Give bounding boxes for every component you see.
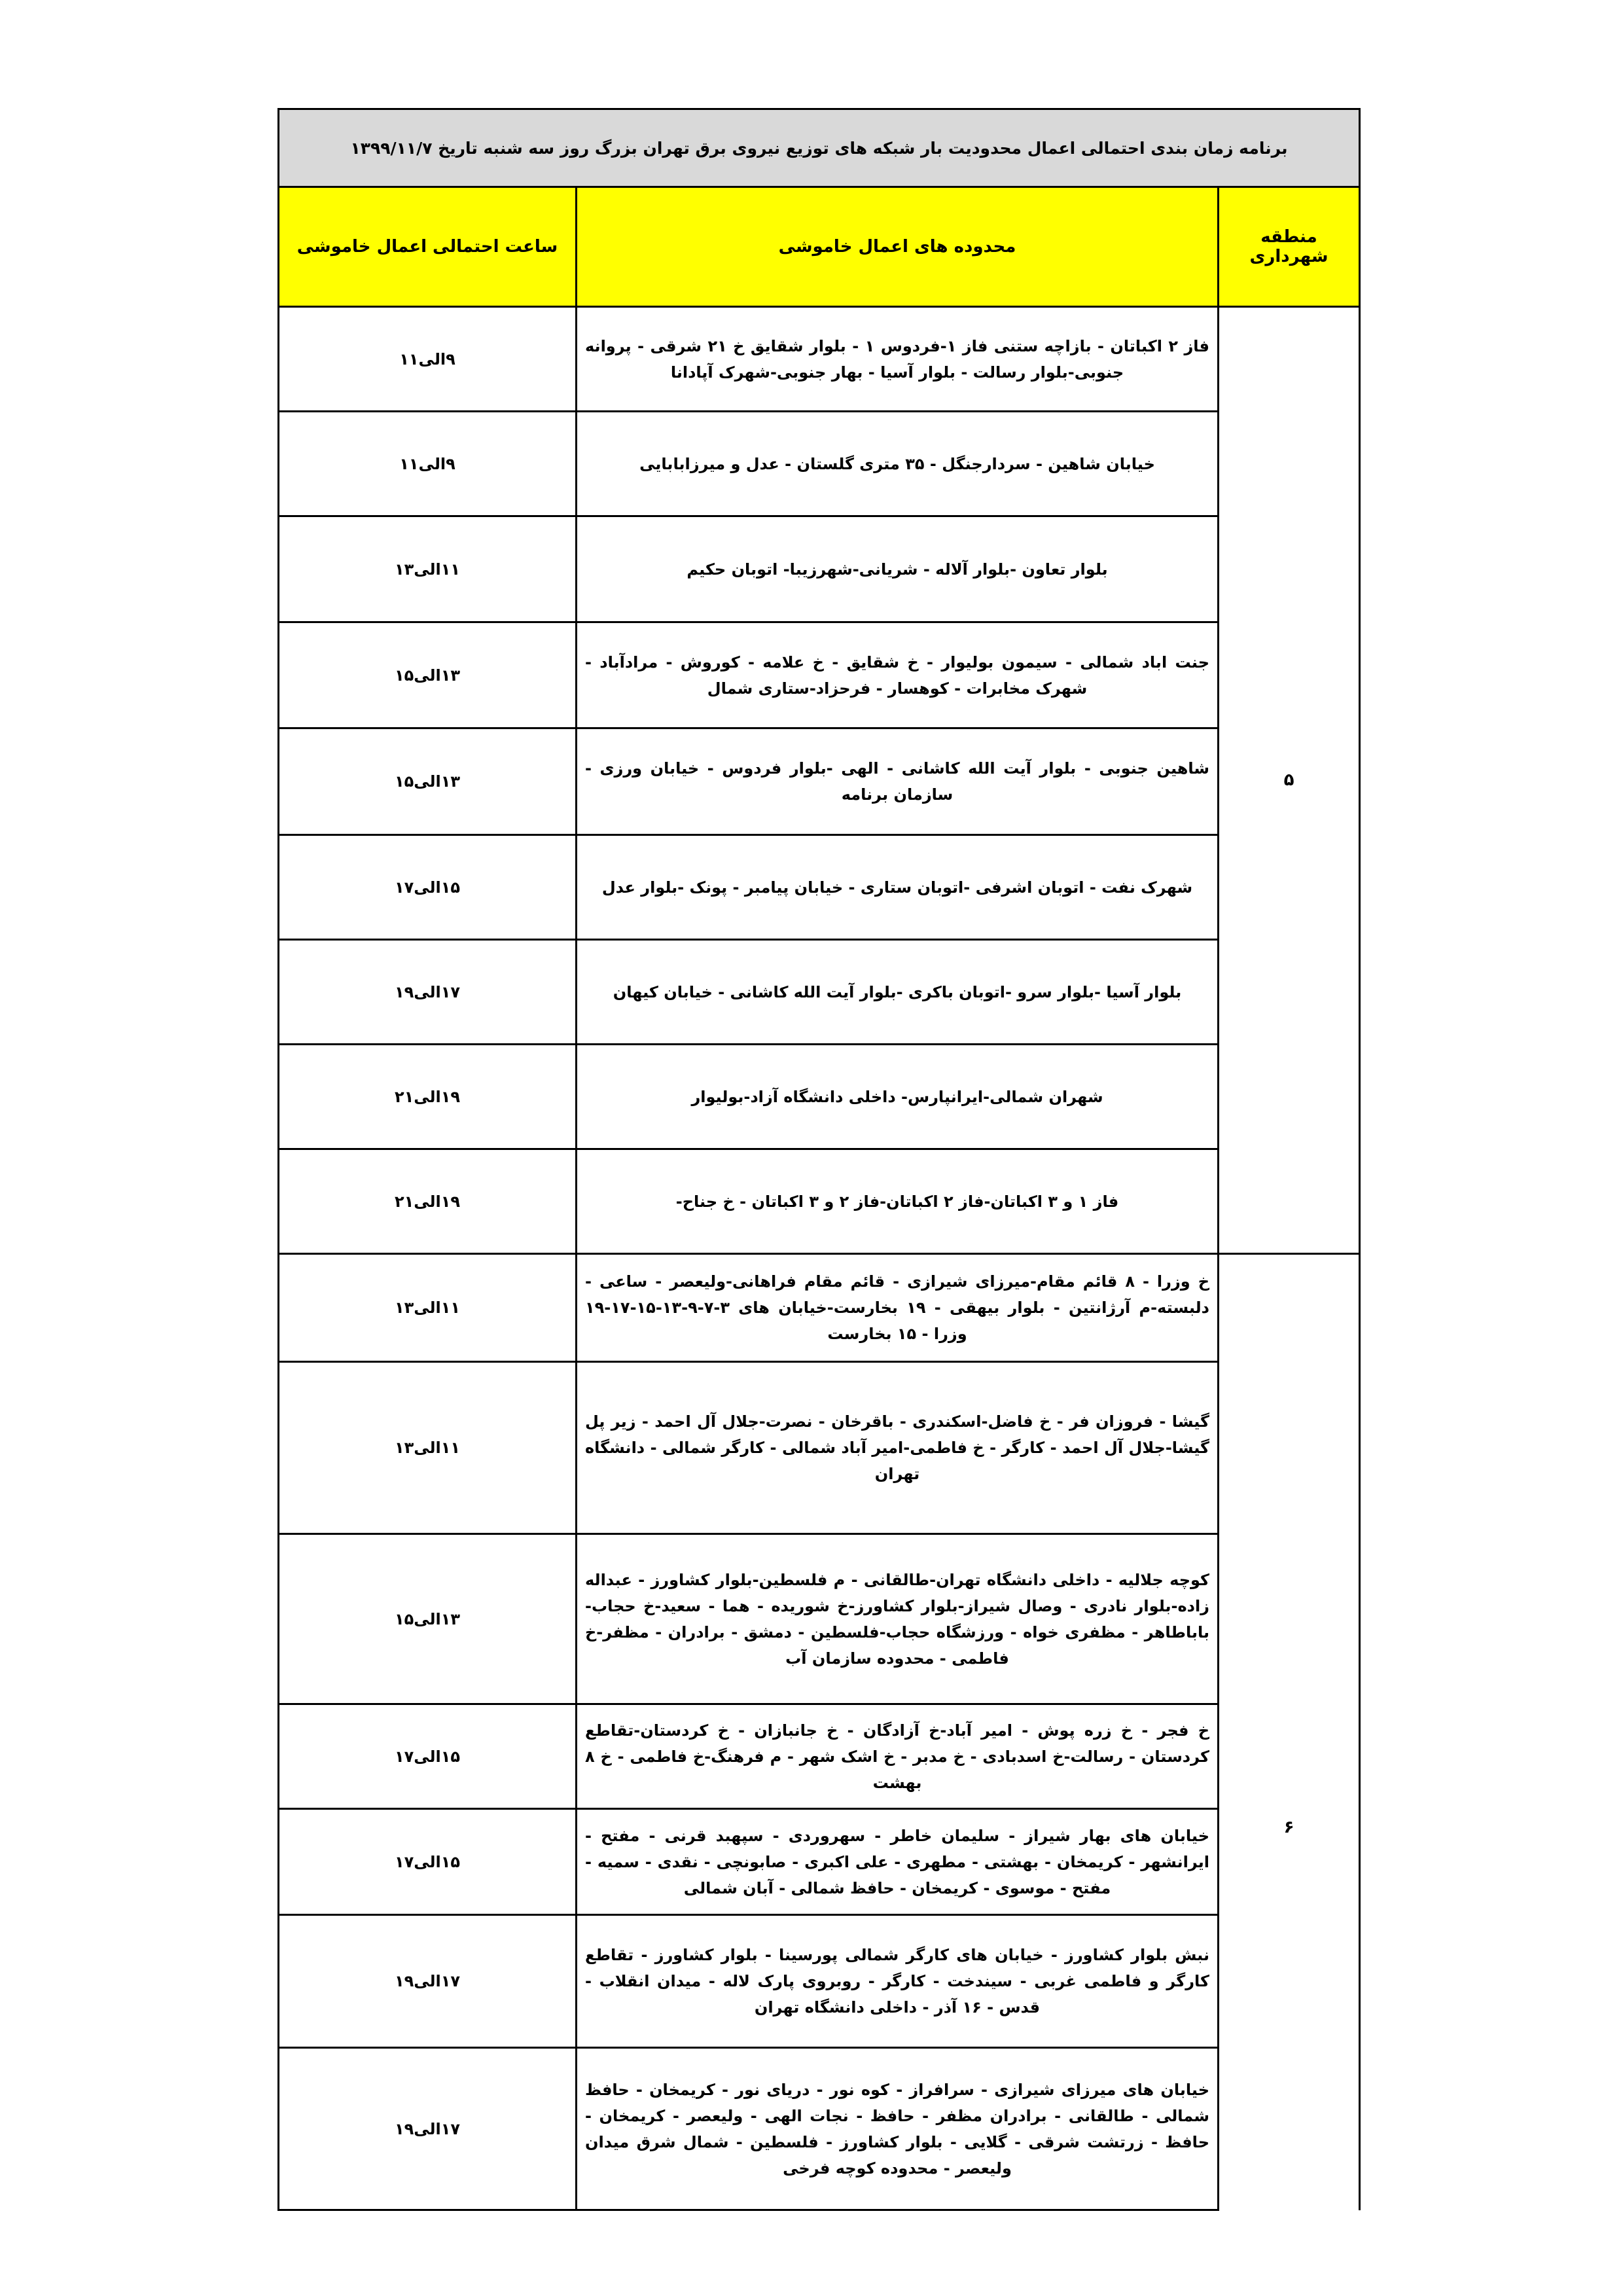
areas-cell: خ وزرا - ۸ قائم مقام-میرزای شیرازی - قائم مقام فراهانی-ولیعصر - ساعی - دلبسته-م آرژانتین - بلوار بیهقی - ۱۹ بخارست-خیابان های ۳-۷-۹-۱۳-۱۵-۱۷-۱۹ وزرا - ۱۵ بخارست: [577, 1254, 1219, 1362]
table-row: [279, 728, 1360, 835]
region-cell: [1219, 1254, 1360, 2210]
areas-cell: خیابان شاهین - سردارجنگل - ۳۵ متری گلستان - عدل و میرزابابایی: [577, 412, 1219, 516]
time-cell: ۹الی۱۱: [279, 307, 577, 412]
time-cell: ۱۹الی۲۱: [279, 1149, 577, 1254]
time-cell: ۱۱الی۱۳: [279, 1362, 577, 1534]
time-cell: ۱۷الی۱۹: [279, 2048, 577, 2210]
table-row: [279, 1915, 1360, 2048]
time-cell: ۹الی۱۱: [279, 412, 577, 516]
time-cell: ۱۵الی۱۷: [279, 835, 577, 940]
table-row: [279, 1362, 1360, 1534]
table-row: [279, 2048, 1360, 2210]
table-row: [279, 1254, 1360, 1362]
document-title-text: برنامه زمان بندی احتمالی اعمال محدودیت بار شبکه های توزیع نیروی برق تهران بزرگ روز سه شنبه تاریخ ۱۳۹۹/۱۱/۷: [350, 138, 1288, 158]
areas-cell: بلوار آسیا -بلوار سرو -اتوبان باکری -بلوار آیت الله کاشانی - خیابان کیهان: [577, 940, 1219, 1045]
table-row: [279, 412, 1360, 516]
areas-cell: گیشا - فروزان فر - خ فاضل-اسکندری - باقرخان - نصرت-جلال آل احمد - زیر پل گیشا-جلال آل احمد - کارگر - خ فاطمی-امیر آباد شمالی - کارگر شمالی - دانشگاه تهران: [577, 1362, 1219, 1534]
table-row: [279, 622, 1360, 728]
table-row: [279, 835, 1360, 940]
areas-cell: فاز ۱ و ۳ اکباتان-فاز ۲ اکباتان-فاز ۲ و ۳ اکباتان - خ جناح-: [577, 1149, 1219, 1254]
table-row: [279, 1704, 1360, 1809]
title-row: [279, 109, 1360, 187]
table-row: [279, 1809, 1360, 1915]
areas-cell: خیابان های بهار شیراز - سلیمان خاطر - سهروردی - سپهبد قرنی - مفتح - ایرانشهر - کریمخان - بهشتی - مطهری - علی اکبری - صابونچی - نقدی - سمیه - مفتح - موسوی - کریمخان - حافظ شمالی - آبان شمالی: [577, 1809, 1219, 1915]
areas-cell: بلوار تعاون -بلوار آلاله - شریانی-شهرزیبا- اتوبان حکیم: [577, 516, 1219, 622]
table-row: [279, 516, 1360, 622]
areas-cell: کوچه جلالیه - داخلی دانشگاه تهران-طالقانی - م فلسطین-بلوار کشاورز - عبداله زاده-بلوار نادری - وصال شیراز-بلوار کشاورز-خ شوریده - هما - سعید-خ حجاب- باباطاهر - مظفری خواه - ورزشگاه حجاب-فلسطین - دمشق - برادران - مظفر-خ فاطمی - محدوده سازمان آب: [577, 1534, 1219, 1704]
region-cell: [1219, 307, 1360, 1254]
table-row: [279, 1149, 1360, 1254]
table-row: [279, 307, 1360, 412]
region-label: ۶: [1283, 1818, 1294, 1837]
areas-cell: فاز ۲ اکباتان - بازاچه ستنی فاز ۱-فردوس ۱ - بلوار شقایق خ ۲۱ شرقی - پروانه جنوبی-بلوار رسالت - بلوار آسیا - بهار جنوبی-شهرک آپادانا: [577, 307, 1219, 412]
time-cell: ۱۱الی۱۳: [279, 1254, 577, 1362]
blackout-schedule-document: [277, 108, 1359, 2211]
areas-cell: خیابان های میرزای شیرازی - سرافراز - کوه نور - دریای نور - کریمخان - حافظ شمالی - طالقانی - برادران مظفر - حافظ - نجات الهی - ولیعصر - کریمخان - حافظ - زرتشت شرقی - گلایی - بلوار کشاورز - فلسطین - شمال شرق میدان ولیعصر - محدوده کوچه فرخی: [577, 2048, 1219, 2210]
time-cell: ۱۵الی۱۷: [279, 1809, 577, 1915]
time-cell: ۱۹الی۲۱: [279, 1045, 577, 1149]
areas-cell: شهران شمالی-ایرانپارس- داخلی دانشگاه آزاد-بولیوار: [577, 1045, 1219, 1149]
time-cell: ۱۳الی۱۵: [279, 622, 577, 728]
time-cell: ۱۷الی۱۹: [279, 1915, 577, 2048]
schedule-table: [277, 108, 1361, 2211]
time-cell: ۱۵الی۱۷: [279, 1704, 577, 1809]
time-cell: ۱۱الی۱۳: [279, 516, 577, 622]
areas-cell: خ فجر - خ زره پوش - امیر آباد-خ آزادگان - خ جانبازان - خ کردستان-تقاطع کردستان - رسالت-خ اسدبادی - خ مدبر - خ اشک شهر - م فرهنگ-خ فاطمی - خ ۸ بهشت: [577, 1704, 1219, 1809]
table-row: [279, 940, 1360, 1045]
header-row: [279, 187, 1360, 307]
areas-cell: جنت اباد شمالی - سیمون بولیوار - خ شقایق - خ علامه - کوروش - مرادآباد - شهرک مخابرات - کوهسار - فرحزاد-ستاری شمال: [577, 622, 1219, 728]
time-cell: ۱۷الی۱۹: [279, 940, 577, 1045]
header-region: منطقه شهرداری: [1219, 187, 1360, 307]
areas-cell: نبش بلوار کشاورز - خیابان های کارگر شمالی پورسینا - بلوار کشاورز - تقاطع کارگر و فاطمی غربی - سیندخت - کارگر - روبروی پارک لاله - میدان انقلاب - قدس - ۱۶ آذر - داخلی دانشگاه تهران: [577, 1915, 1219, 2048]
time-cell: ۱۳الی۱۵: [279, 1534, 577, 1704]
header-areas: محدوده های اعمال خاموشی: [577, 187, 1219, 307]
document-title: [279, 109, 1360, 187]
areas-cell: شهرک نفت - اتوبان اشرفی -اتوبان ستاری - خیابان پیامبر - پونک -بلوار عدل: [577, 835, 1219, 940]
time-cell: ۱۳الی۱۵: [279, 728, 577, 835]
region-label: ۵: [1283, 770, 1294, 790]
table-row: [279, 1534, 1360, 1704]
header-time: ساعت احتمالی اعمال خاموشی: [279, 187, 577, 307]
table-row: [279, 1045, 1360, 1149]
areas-cell: شاهین جنوبی - بلوار آیت الله کاشانی - الهی -بلوار فردوس - خیابان ورزی - سازمان برنامه: [577, 728, 1219, 835]
